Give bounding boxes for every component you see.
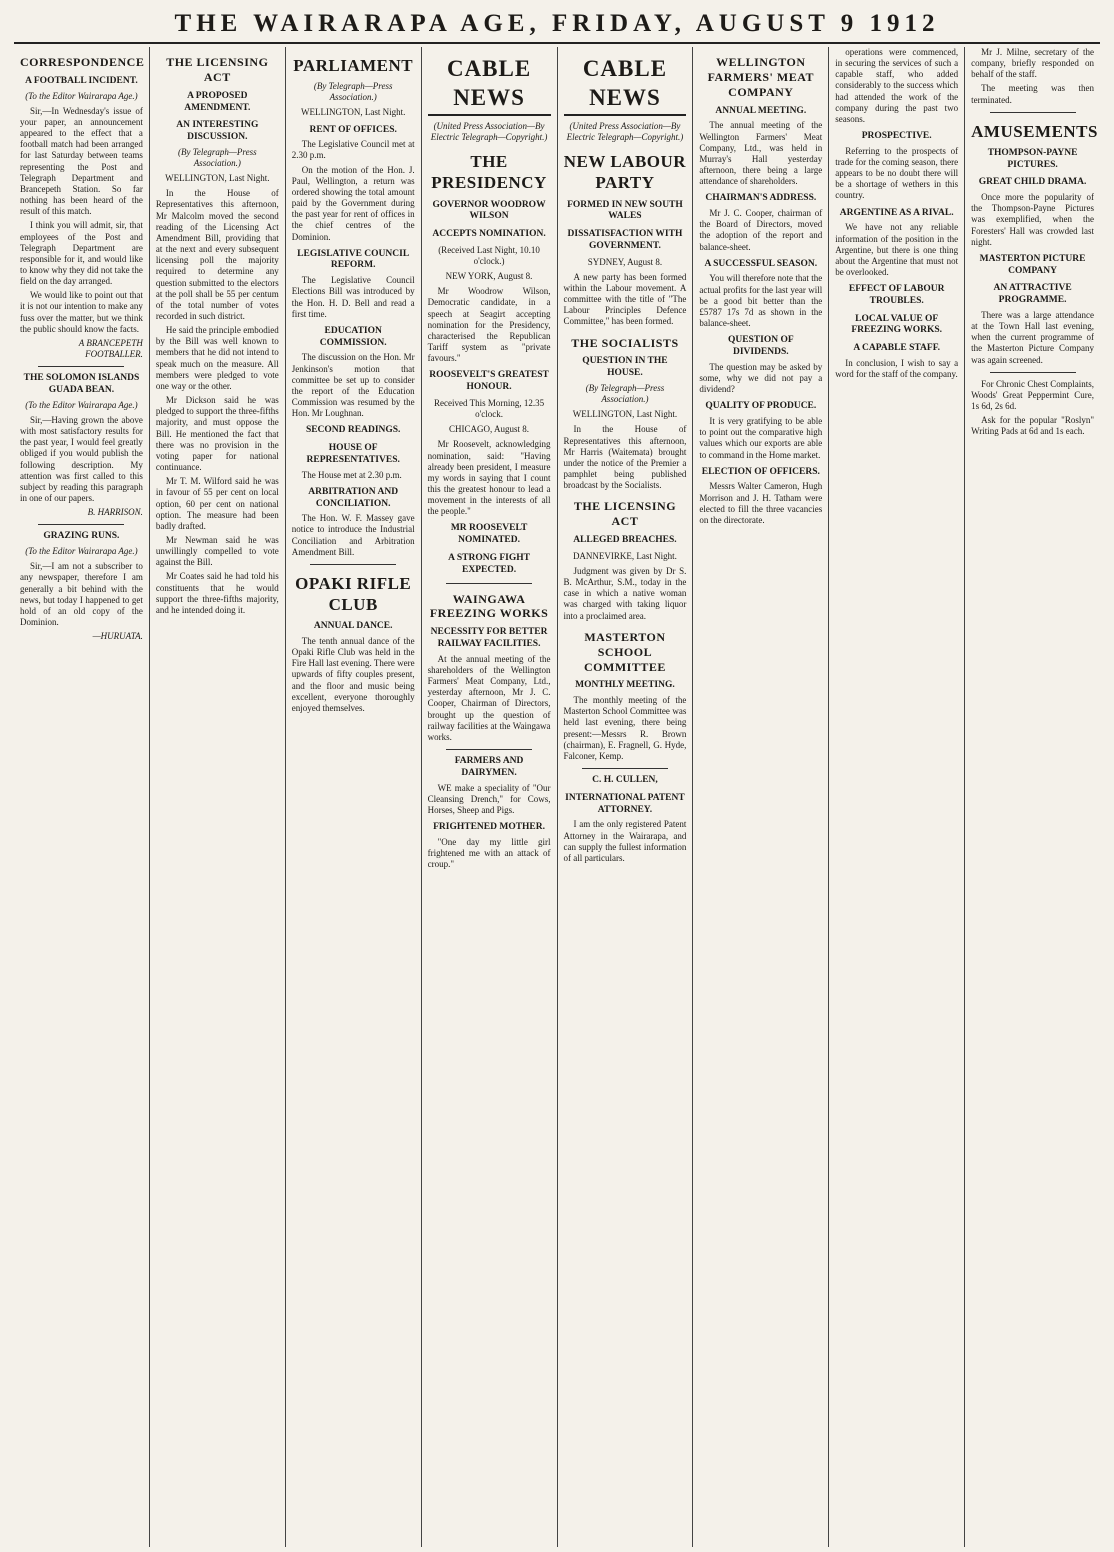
columns [14, 47, 1100, 1547]
column-7 [829, 47, 965, 1547]
paragraph: I am the only registered Patent Attorney in the Wairarapa, and can supply the fullest information of all particulars. [563, 819, 687, 863]
dateline: SYDNEY, August 8. [587, 256, 663, 267]
subheading: PROSPECTIVE. [861, 131, 932, 142]
paragraph: Once more the popularity of the Thompson-Payne Pictures was exemplified, when the Foresters' Hall was crowded last night. [971, 192, 1094, 247]
paragraph: At the annual meeting of the shareholders of the Wellington Farmers' Meat Company, Ltd., yesterday afternoon, Mr J. C. Cooper, Chairman of Directors, brought up the question of railway facilities at the Waingawa works. [427, 653, 551, 742]
subheading: C. H. CULLEN, [592, 775, 658, 786]
divider [990, 372, 1076, 373]
byline: (To the Editor Wairarapa Age.) [25, 399, 138, 410]
divider [990, 112, 1076, 113]
heading: THE PRESIDENCY [431, 152, 547, 193]
column-1 [14, 47, 150, 1547]
paragraph: We have not any reliable information of the position in the Argentine, but there is one thing about the Argentine that must not be overlooked. [835, 222, 959, 278]
subheading: QUESTION OF DIVIDENDS. [727, 335, 794, 358]
subheading: FRIGHTENED MOTHER. [433, 822, 546, 833]
subheading: LOCAL VALUE OF FREEZING WORKS. [851, 313, 942, 336]
paragraph: There was a large attendance at the Town Hall last evening, when the current programme of the Masterton Picture Company was again screened. [971, 310, 1094, 365]
paragraph: Sir,—I am not a subscriber to any newspaper, therefore I am generally a bit behind with the news, but today I happened to get hold of an old copy of the Dominion. [20, 561, 143, 628]
subheading: GRAZING RUNS. [43, 531, 120, 542]
paragraph: WE make a speciality of "Our Cleansing Drench," for Cows, Horses, Sheep and Pigs. [427, 782, 551, 815]
byline: (United Press Association—By Electric Telegraph—Copyright.) [430, 121, 548, 143]
paragraph: I think you will admit, sir, that employees of the Post and Telegraph Department are responsible for it, and would like to know why they did not take the field on the day arranged. [20, 220, 143, 287]
paragraph: Mr Newman said he was unwillingly compelled to vote against the Bill. [155, 534, 279, 568]
dateline: WELLINGTON, Last Night. [301, 107, 406, 118]
paragraph: You will therefore note that the actual profits for the last year will be a good bit better than the £5787 17s 7d as shown in the balance-sheet. [699, 273, 823, 329]
subheading: THOMPSON-PAYNE PICTURES. [987, 147, 1078, 170]
paragraph: Referring to the prospects of trade for the coming season, there appears to be no doubt there will be a shortage of wethers in this country. [835, 145, 959, 201]
paragraph: We would like to point out that it is not our intention to make any fuss over the matter, but we think the public should know the facts. [20, 290, 143, 334]
subheading: QUALITY OF PRODUCE. [705, 401, 817, 412]
paragraph: Mr T. M. Wilford said he was in favour of 55 per cent on local option, 60 per cent on national option. The measure had been badly drafted. [155, 476, 279, 531]
paragraph: He said the principle embodied by the Bill was well known to members that he did not intend to speak much on the measure. All members were pledged to vote one way or the other. [155, 325, 279, 391]
cable-news-banner: CABLE NEWS [564, 55, 687, 116]
heading: MASTERTON SCHOOL COMMITTEE [584, 629, 666, 674]
heading: AMUSEMENTS [971, 121, 1098, 141]
byline: (To the Editor Wairarapa Age.) [25, 546, 138, 557]
subheading: EDUCATION COMMISSION. [319, 325, 387, 348]
subheading: FORMED IN NEW SOUTH WALES [567, 199, 683, 222]
divider [310, 564, 396, 565]
subheading: LEGISLATIVE COUNCIL REFORM. [297, 248, 410, 271]
paragraph: In conclusion, I wish to say a word for the staff of the company. [835, 358, 959, 380]
subheading: ELECTION OF OFFICERS. [701, 466, 820, 477]
subheading: A SUCCESSFUL SEASON. [704, 258, 818, 269]
paragraph: The annual meeting of the Wellington Farmers' Meat Company, Ltd., was held in Murray's Hall yesterday afternoon, there being a large attendance of shareholders. [699, 120, 823, 187]
subheading: A FOOTBALL INCIDENT. [25, 75, 138, 86]
subheading: CHAIRMAN'S ADDRESS. [705, 193, 817, 204]
paragraph: Judgment was given by Dr S. B. McArthur, S.M., today in the case in which a native woman was charged with taking liquor into a proclaimed area. [563, 565, 687, 621]
paragraph: Sir,—Having grown the above with most satisfactory results for the past year, I would feel greatly obliged if you would publish the following description. My attention was first called to this subject by reading this paragraph in one of our papers. [20, 414, 143, 504]
subheading: A STRONG FIGHT EXPECTED. [448, 552, 530, 575]
subheading: FARMERS AND DAIRYMEN. [454, 756, 524, 778]
paragraph: Sir,—In Wednesday's issue of your paper, an announcement appeared to the effect that a football match had been arranged for last Saturday between teams representing the Post and Telegraph Department and Brancepeth Station. So far nothing has been heard of the result of this match. [20, 105, 143, 217]
paragraph: The tenth annual dance of the Opaki Rifle Club was held in the Fire Hall last evening. There were upwards of fifty couples present, and the floor and music being excellent, everyone thoroughly enjoyed themselves. [291, 635, 415, 713]
paragraph: Messrs Walter Cameron, Hugh Morrison and J. H. Tatham were elected to fill the three vacancies on the directorate. [699, 481, 823, 525]
divider [446, 583, 532, 584]
subheading: QUESTION IN THE HOUSE. [582, 356, 668, 379]
dateline: NEW YORK, August 8. [445, 271, 533, 282]
paragraph: Mr J. Milne, secretary of the company, briefly responded on behalf of the staff. [971, 47, 1094, 80]
subheading: GREAT CHILD DRAMA. [978, 177, 1087, 188]
column-2 [150, 47, 286, 1547]
paragraph: The monthly meeting of the Masterton School Committee was held last evening, there being present:—Messrs R. Brown (chairman), E. Fragnell, G. Hyde, Falconer, Kemp. [563, 695, 687, 761]
heading: OPAKI RIFLE CLUB [295, 573, 412, 615]
subheading: RENT OF OFFICES. [309, 124, 397, 135]
heading: THE SOCIALISTS [571, 335, 679, 350]
subheading: ANNUAL MEETING. [715, 105, 807, 116]
divider [38, 366, 124, 367]
heading: WELLINGTON FARMERS' MEAT COMPANY [707, 55, 814, 99]
subheading: INTERNATIONAL PATENT ATTORNEY. [565, 792, 685, 815]
advertisement: Ask for the popular "Roslyn" Writing Pads at 6d and 1s each. [971, 415, 1094, 437]
cable-news-banner: CABLE NEWS [428, 55, 551, 116]
paragraph: On the motion of the Hon. J. Paul, Wellington, a return was ordered showing the total amount paid by the Government during the past year for rent of offices in the chief centres of the Dominion. [291, 164, 415, 242]
subheading: ACCEPTS NOMINATION. [432, 229, 546, 240]
heading: THE LICENSING ACT [166, 55, 269, 84]
dateline: WELLINGTON, Last Night. [572, 409, 678, 420]
signature: —HURUATA. [92, 631, 143, 642]
heading: THE LICENSING ACT [573, 499, 677, 529]
paragraph: Mr Coates said he had told his constituents that he would support the three-fifths majority, and he intended doing it. [155, 571, 279, 615]
masthead-title: THE WAIRARAPA AGE, FRIDAY, AUGUST 9 1912 [174, 10, 940, 37]
byline: (United Press Association—By Electric Telegraph—Copyright.) [566, 121, 684, 143]
heading: PARLIAMENT [293, 56, 414, 75]
signature: A BRANCEPETH FOOTBALLER. [78, 337, 143, 360]
subheading: DISSATISFACTION WITH GOVERNMENT. [567, 229, 683, 251]
subheading: EFFECT OF LABOUR TROUBLES. [848, 284, 945, 306]
paragraph: operations were commenced, in securing the services of such a capable staff, who added considerably to the success which had attended the work of the company during the past two seasons. [835, 47, 959, 124]
byline: (By Telegraph—Press Association.) [178, 146, 257, 168]
dateline: WELLINGTON, Last Night. [165, 173, 270, 184]
dateline: DANNEVIRKE, Last Night. [572, 550, 677, 561]
paragraph: In the House of Representatives this afternoon, Mr Malcolm moved the second reading of the Licensing Act Amendment Bill, providing that at the next and every subsequent licensing poll the majority required to determine any question submitted to the electors at the poll shall be 55 per centum of the total number of votes recorded in such district. [155, 188, 279, 321]
paragraph: Mr Roosevelt, acknowledging nomination, said: "Having already been president, I measure my words in saying that I count this the greatest honour to lead a movement in the interests of all the people." [427, 439, 551, 517]
column-4 [422, 47, 558, 1547]
subheading: GOVERNOR WOODROW WILSON [432, 199, 546, 222]
subheading: ARBITRATION AND CONCILIATION. [308, 486, 399, 509]
column-5 [558, 47, 694, 1547]
subheading: NECESSITY FOR BETTER RAILWAY FACILITIES. [430, 627, 548, 650]
paragraph: "One day my little girl frightened me with an attack of croup." [427, 836, 551, 870]
byline: (By Telegraph—Press Association.) [313, 81, 393, 103]
paragraph: The meeting was then terminated. [971, 83, 1094, 105]
subheading: MONTHLY MEETING. [575, 680, 675, 691]
paragraph: The Legislative Council Elections Bill was introduced by the Hon. H. D. Bell and read a first time. [291, 275, 415, 319]
subheading: AN INTERESTING DISCUSSION. [176, 120, 259, 143]
column-6 [693, 47, 829, 1547]
subheading: ANNUAL DANCE. [313, 621, 393, 632]
subheading: ROOSEVELT'S GREATEST HONOUR. [429, 370, 549, 393]
received-note: (Received Last Night, 10.10 o'clock.) [438, 244, 540, 266]
paragraph: Mr Dickson said he was pledged to support the three-fifths majority, and must oppose the Bill. He mentioned the fact that there was no provision in the voting paper for national continuance. [155, 395, 279, 473]
subheading: MR ROOSEVELT NOMINATED. [450, 523, 528, 546]
column-3 [286, 47, 422, 1547]
heading: CORRESPONDENCE [20, 55, 145, 69]
signature: B. HARRISON. [87, 507, 143, 518]
byline: (By Telegraph—Press Association.) [585, 382, 665, 405]
divider [446, 749, 532, 750]
divider [38, 524, 124, 525]
paragraph: The Hon. W. F. Massey gave notice to introduce the Industrial Conciliation and Arbitration Amendment Bill. [291, 513, 415, 557]
paragraph: The Legislative Council met at 2.30 p.m. [291, 139, 415, 161]
paragraph: Mr Woodrow Wilson, Democratic candidate, in a speech at Seagirt accepting nomination for the Presidency, characterised the Republican Tariff system as "private favours." [427, 286, 551, 364]
subheading: ARGENTINE AS A RIVAL. [839, 207, 954, 218]
subheading: AN ATTRACTIVE PROGRAMME. [993, 283, 1072, 306]
subheading: A PROPOSED AMENDMENT. [184, 90, 251, 113]
paragraph: The question may be asked by some, why we did not pay a dividend? [699, 361, 823, 395]
byline: (To the Editor Wairarapa Age.) [25, 90, 138, 101]
advertisement: For Chronic Chest Complaints, Woods' Great Peppermint Cure, 1s 6d, 2s 6d. [971, 378, 1094, 412]
subheading: THE SOLOMON ISLANDS GUADA BEAN. [23, 373, 140, 395]
paragraph: In the House of Representatives this afternoon, Mr Harris (Waitemata) brought under the notice of the Premier a pamphlet being published broadcast by the Socialists. [563, 424, 687, 491]
dateline: CHICAGO, August 8. [449, 424, 530, 435]
column-8 [965, 47, 1100, 1547]
paragraph: It is very gratifying to be able to point out the comparative high values which our exports are able to command in the Home market. [699, 416, 823, 460]
subheading: MASTERTON PICTURE COMPANY [979, 253, 1086, 276]
subheading: A CAPABLE STAFF. [853, 343, 941, 354]
heading: NEW LABOUR PARTY [563, 152, 687, 193]
received-note: Received This Morning, 12.35 o'clock. [434, 397, 545, 420]
divider [582, 768, 668, 769]
paragraph: A new party has been formed within the Labour movement. A committee with the title of "The Labour Principles Defence Committee," has been formed. [563, 271, 687, 327]
subheading: HOUSE OF REPRESENTATIVES. [306, 443, 400, 465]
paragraph: The discussion on the Hon. Mr Jenkinson's motion that committee be set up to consider the report of the Education Commission was resumed by the Hon. Mr Loughnan. [291, 352, 415, 419]
paragraph: Mr J. C. Cooper, chairman of the Board of Directors, moved the adoption of the report and balance-sheet. [699, 208, 823, 252]
subheading: SECOND READINGS. [305, 425, 401, 436]
subheading: ALLEGED BREACHES. [573, 535, 677, 546]
heading: WAINGAWA FREEZING WORKS [429, 591, 549, 621]
masthead [14, 8, 1100, 44]
paragraph: The House met at 2.30 p.m. [301, 469, 402, 480]
